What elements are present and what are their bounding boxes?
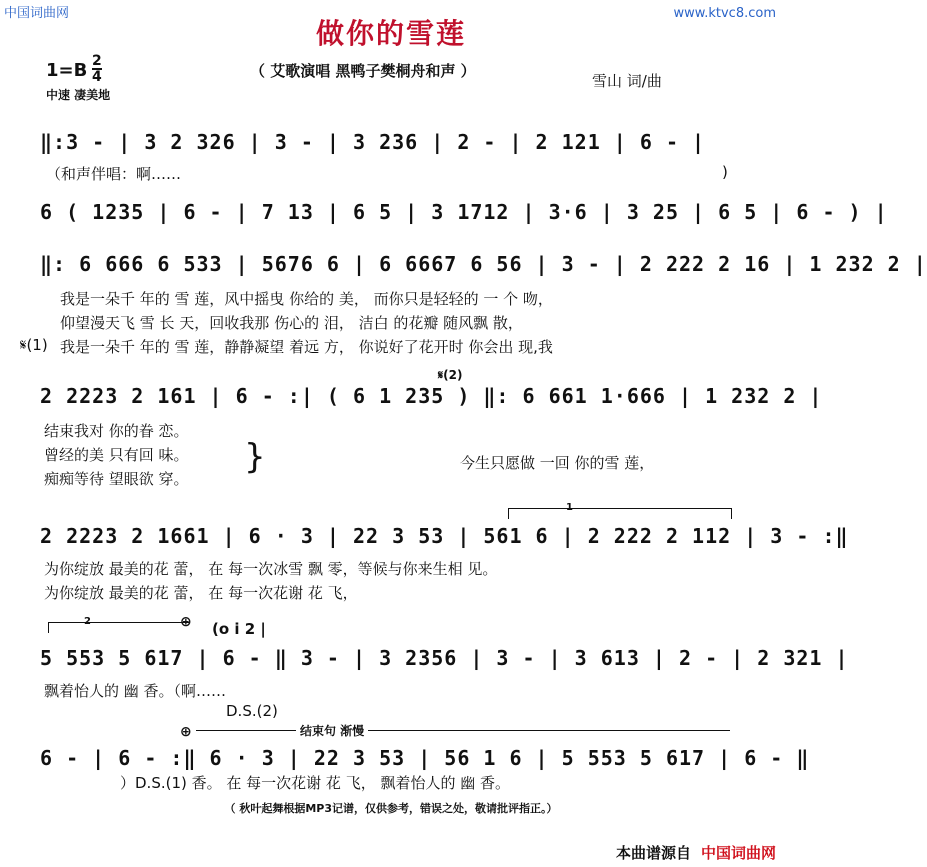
volta-bracket-2	[48, 622, 189, 633]
score-line-4: 2 2223 2 161 | 6 - :| ( 6 1 235 ) ‖: 6 661 1·666 | 1 232 2 |	[40, 384, 823, 408]
score-line-7: 6 - | 6 - :‖ 6 · 3 | 22 3 53 | 56 1 6 | 5 553 5 617 | 6 - ‖	[40, 746, 810, 770]
footer-site-link[interactable]: 中国词曲网	[700, 844, 776, 862]
transcription-note: （ 秋叶起舞根据MP3记谱，仅供参考，错误之处，敬请批评指正。）	[224, 802, 558, 815]
coda-mark-2: ⊕	[180, 724, 192, 740]
intro-notes: (o i 2 |	[212, 620, 266, 638]
watermark-right[interactable]: www.ktvc8.com	[673, 6, 776, 21]
ending-lyric-1: 结束我对 你的眷 恋。	[44, 422, 189, 440]
chorus-lyric-1: 为你绽放 最美的花 蕾， 在 每一次冰雪 飘 零，等候与你来生相 见。	[44, 560, 498, 578]
chorus-lyric-2: 为你绽放 最美的花 蕾， 在 每一次花谢 花 飞，	[44, 584, 358, 602]
time-top: 2	[92, 53, 102, 69]
coda-mark-1: ⊕	[180, 614, 192, 630]
verse-lyric-3: 我是一朵千 年的 雪 莲，静静凝望 着远 方， 你说好了花开时 你会出 现,我	[60, 338, 553, 356]
score-line-6: 5 553 5 617 | 6 - ‖ 3 - | 3 2356 | 3 - | 3 613 | 2 - | 2 321 |	[40, 646, 849, 670]
dal-segno-2: D.S.(2)	[226, 702, 278, 720]
footer-source	[616, 842, 776, 863]
ending-lyric-4: 飘着怡人的 幽 香。（啊……	[44, 682, 227, 700]
time-bottom: 4	[92, 69, 102, 85]
lyric-brace: }	[244, 437, 266, 477]
footer-source-label: 本曲谱源自	[615, 844, 691, 862]
lyricist-composer: 雪山 词/曲	[592, 72, 662, 90]
ending-lyric-2: 曾经的美 只有回 味。	[44, 446, 189, 464]
performer-credits: （ 艾歌演唱 黑鸭子樊桐舟和声 ）	[250, 62, 476, 80]
ending-lyric-3: 痴痴等待 望眼欲 穿。	[44, 470, 189, 488]
segno-mark-2: 𝄋(2)	[438, 368, 463, 382]
harmony-lyric-close: )	[722, 163, 728, 181]
chorus-lyric: 今生只愿做 一回 你的雪 莲，	[460, 454, 655, 472]
song-title: 做你的雪莲	[315, 17, 466, 50]
volta-label-1: 1	[566, 502, 573, 513]
verse-lyric-1: 我是一朵千 年的 雪 莲，风中摇曳 你给的 美， 而你只是轻轻的 一 个 吻，	[60, 290, 553, 308]
watermark-left: 中国词曲网	[4, 6, 70, 21]
harmony-lyric: （和声伴唱：啊……	[46, 165, 182, 183]
volta-bracket-1	[508, 508, 732, 519]
verse-lyric-2: 仰望漫天飞 雪 长 天，回收我那 伤心的 泪， 洁白 的花瓣 随风飘 散，	[60, 314, 523, 332]
segno-mark-1: 𝄋(1)	[20, 336, 48, 354]
volta-label-2: 2	[84, 616, 91, 627]
score-line-3: ‖: 6 666 6 533 | 5676 6 | 6 6667 6 56 | 3 - | 2 222 2 16 | 1 232 2 |	[40, 252, 927, 276]
score-line-5: 2 2223 2 1661 | 6 · 3 | 22 3 53 | 561 6 | 2 222 2 112 | 3 - :‖	[40, 524, 849, 548]
time-signature	[92, 54, 102, 84]
tempo-marking: 中速 凄美地	[46, 88, 111, 102]
coda-label: 结束句 渐慢	[296, 722, 368, 739]
score-line-2: 6 ( 1235 | 6 - | 7 13 | 6 5 | 3 1712 | 3·6 | 3 25 | 6 5 | 6 - ) |	[40, 200, 888, 224]
key-signature: 1=B	[46, 60, 88, 81]
coda-lyric: ）D.S.(1) 香。 在 每一次花谢 花 飞， 飘着怡人的 幽 香。	[120, 774, 511, 792]
coda-line	[196, 730, 730, 741]
score-line-1: ‖:3 - | 3 2 326 | 3 - | 3 236 | 2 - | 2 121 | 6 - |	[40, 130, 706, 154]
